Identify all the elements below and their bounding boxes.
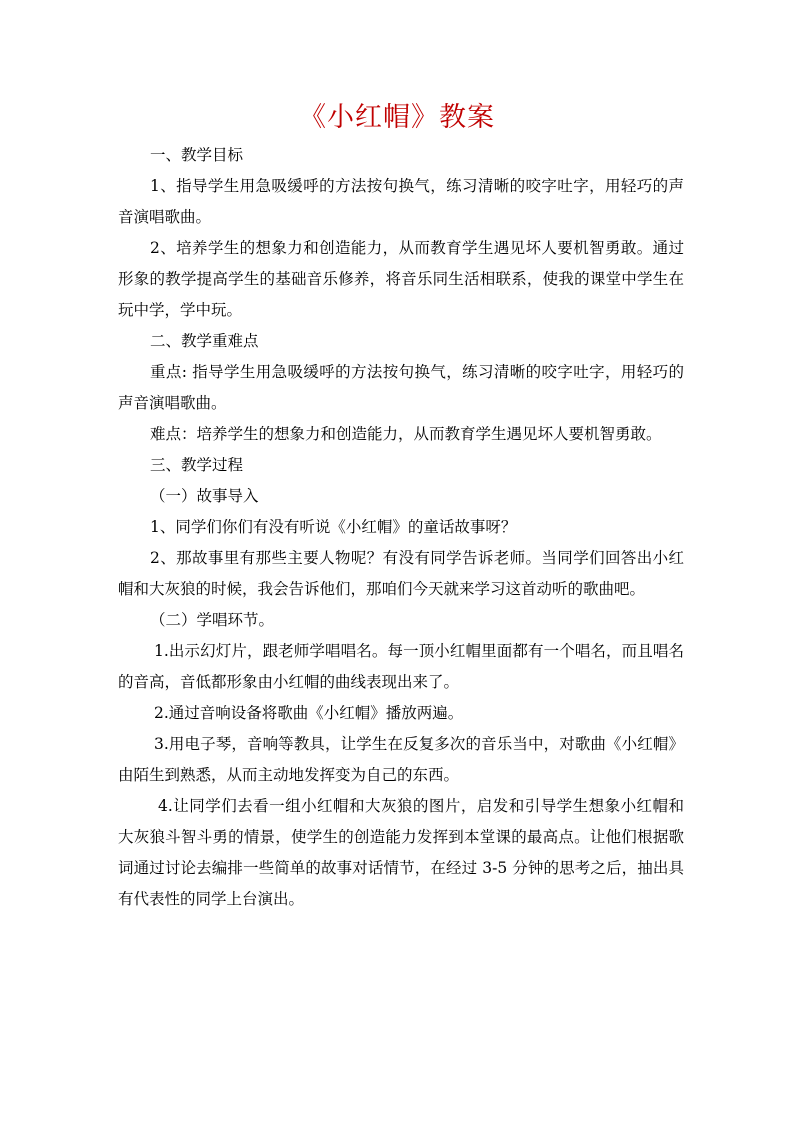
section-heading-process: 三、教学过程 bbox=[150, 456, 244, 474]
section-heading-goals: 一、教学目标 bbox=[150, 146, 244, 164]
paragraph-singing-1: 1.出示幻灯片，跟老师学唱唱名。每一顶小红帽里面都有一个唱名，而且唱名的音高，音低都形象由小红帽的曲线表现出来了。 bbox=[118, 642, 684, 691]
page-title: 《小红帽》教案 bbox=[299, 102, 495, 133]
subsection-heading-story: （一）故事导入 bbox=[150, 487, 259, 505]
paragraph-goal-2: 2、培养学生的想象力和创造能力，从而教育学生遇见坏人要机智勇敢。通过形象的教学提高学生的基础音乐修养，将音乐同生活相联系，使我的课堂中学生在玩中学，学中玩。 bbox=[118, 239, 684, 319]
section-heading-key-points: 二、教学重难点 bbox=[150, 332, 259, 350]
paragraph-difficult-point: 难点：培养学生的想象力和创造能力，从而教育学生遇见坏人要机智勇敢。 bbox=[150, 425, 662, 443]
paragraph-goal-1: 1、指导学生用急吸缓呼的方法按句换气，练习清晰的咬字吐字，用轻巧的声音演唱歌曲。 bbox=[118, 177, 684, 226]
paragraph-story-2: 2、那故事里有那些主要人物呢？有没有同学告诉老师。当同学们回答出小红帽和大灰狼的时候，我会告诉他们，那咱们今天就来学习这首动听的歌曲吧。 bbox=[118, 549, 684, 598]
paragraph-key-point: 重点: 指导学生用急吸缓呼的方法按句换气，练习清晰的咬字吐字，用轻巧的声音演唱歌曲。 bbox=[118, 363, 684, 412]
document-body bbox=[118, 140, 684, 915]
paragraph-singing-4: 4.让同学们去看一组小红帽和大灰狼的图片，启发和引导学生想象小红帽和大灰狼斗智斗勇的情景，使学生的创造能力发挥到本堂课的最高点。让他们根据歌词通过讨论去编排一些简单的故事对话情节，在经过 3-5 分钟的思考之后，抽出具有代表性的同学上台演出。 bbox=[118, 797, 684, 908]
subsection-heading-singing: （二）学唱环节。 bbox=[150, 611, 275, 629]
paragraph-story-1: 1、同学们你们有没有听说《小红帽》的童话故事呀？ bbox=[150, 518, 517, 536]
paragraph-singing-3: 3.用电子琴，音响等教具，让学生在反复多次的音乐当中，对歌曲《小红帽》由陌生到熟悉，从而主动地发挥变为自己的东西。 bbox=[118, 735, 684, 784]
paragraph-singing-2: 2.通过音响设备将歌曲《小红帽》播放两遍。 bbox=[154, 704, 464, 722]
